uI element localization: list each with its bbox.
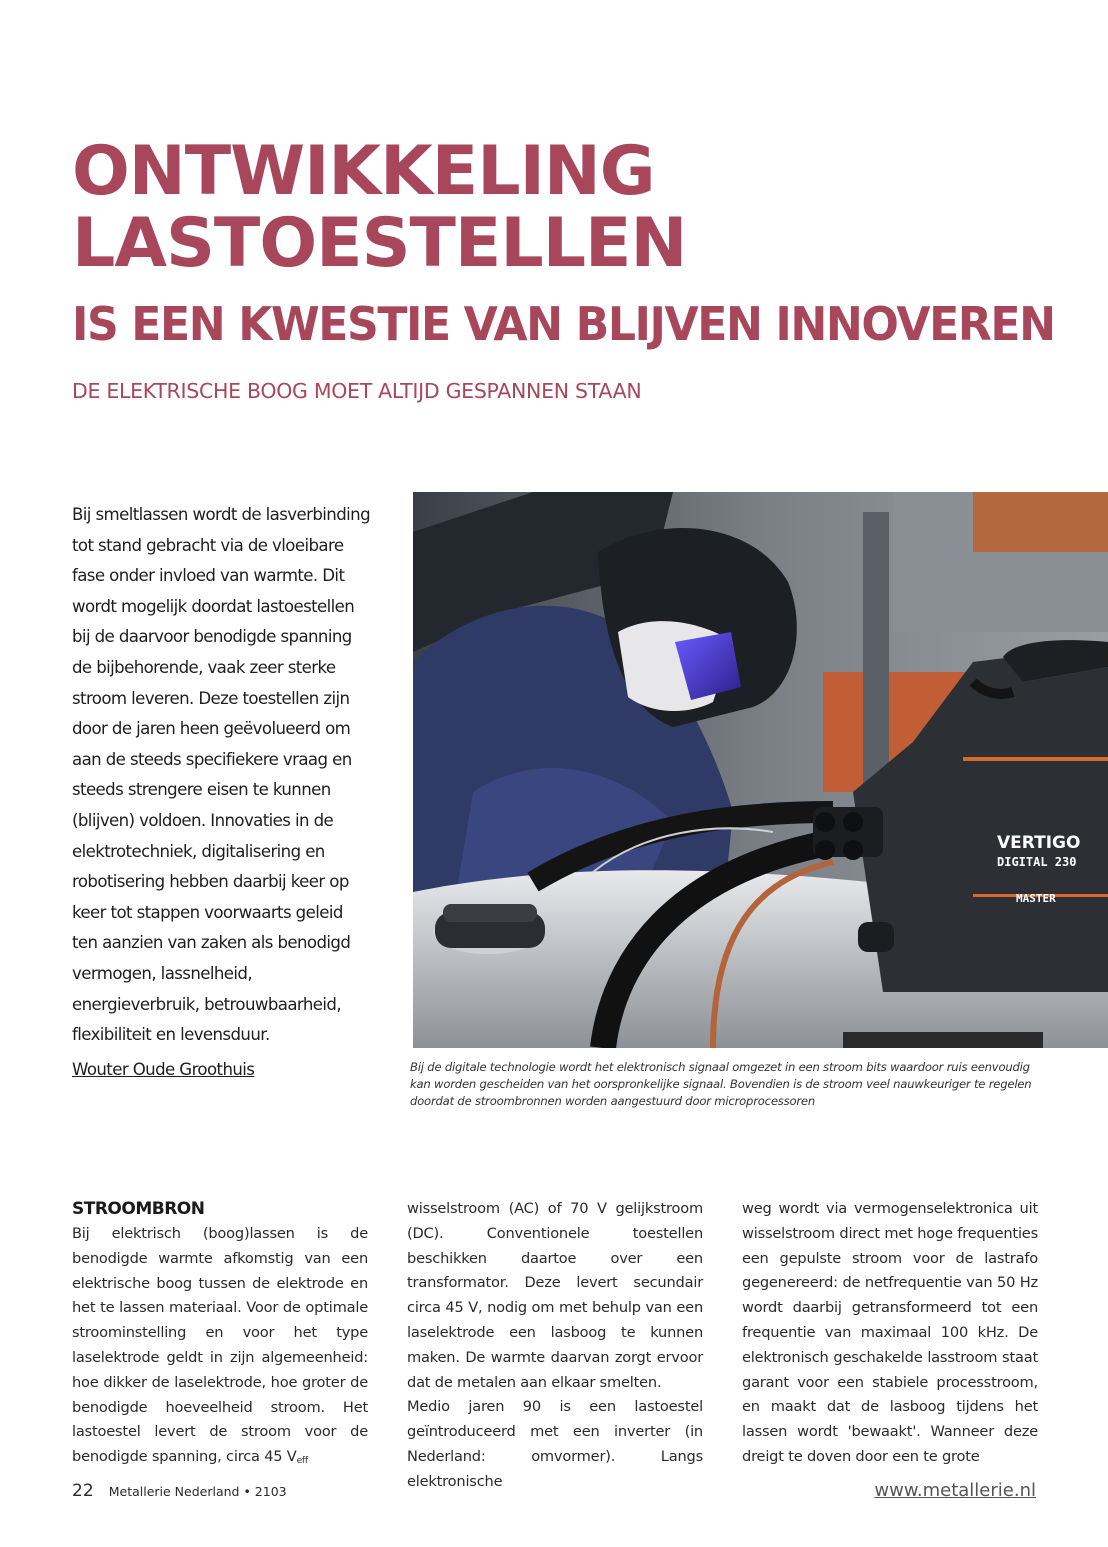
- subscript-eff: eff: [296, 1456, 308, 1467]
- intro-block: [72, 500, 372, 1085]
- welder-photo-illustration: [413, 492, 1108, 1048]
- website-link[interactable]: www.metallerie.nl: [874, 1480, 1036, 1501]
- machine-brand-label: VERTIGO: [997, 833, 1081, 853]
- body-column-2: [407, 1197, 703, 1495]
- author-link[interactable]: Wouter Oude Groothuis: [72, 1059, 255, 1079]
- machine-model-label: DIGITAL 230: [997, 855, 1077, 869]
- photo-caption: Bij de digitale technologie wordt het elektronisch signaal omgezet in een stroom bits waardoor ruis eenvoudig kan worden gescheiden van het oorspronkelijke signaal. Bovendien is de stroom veel nauwkeuriger te regelen doordat de stroombronnen worden aangestuurd door microprocessoren: [410, 1060, 1032, 1108]
- article-title-line1: ONTWIKKELING: [72, 132, 655, 211]
- page-footer-left: [72, 1481, 287, 1501]
- welder-photo: [413, 492, 1108, 1048]
- article-title: [72, 132, 1072, 283]
- article-subtitle: IS EEN KWESTIE VAN BLIJVEN INNOVEREN: [72, 297, 1055, 351]
- intro-text: Bij smeltlassen wordt de lasverbinding tot stand gebracht via de vloeibare fase onder invloed van warmte. Dit wordt mogelijk doordat lastoestellen bij de daarvoor benodigde spanning de bijbehorende, vaak zeer sterke stroom leveren. Deze toestellen zijn door de jaren heen geëvolueerd om aan de steeds specifiekere vraag en steeds strengere eisen te kunnen (blijven) voldoen. Innovaties in de elektrotechniek, digitalisering en robotisering hebben daarbij keer op keer tot stappen voorwaarts geleid ten aanzien van zaken als benodigd vermogen, lassnelheid, energieverbruik, betrouwbaarheid, flexibiliteit en levensduur.: [72, 505, 370, 1045]
- body-column-1: [72, 1197, 368, 1474]
- body-paragraph: Medio jaren 90 is een lastoestel geïntroduceerd met een inverter (in Nederland: omvormer). Langs elektronische: [407, 1398, 703, 1490]
- body-paragraph: Bij elektrisch (boog)lassen is de benodigde warmte afkomstig van een elektrische boog tussen de elektrode en het te lassen materiaal. Voor de optimale stroominstelling en voor het type laselektrode geldt in zijn algemeenheid: hoe dikker de laselektrode, hoe groter de benodigde hoeveelheid stroom. Het lastoestel levert de stroom voor de benodigde spanning, circa 45 $V_{eff}$: [72, 1225, 368, 1467]
- page-number: 22: [72, 1481, 94, 1501]
- article-title-line2: LASTOESTELLEN: [72, 204, 687, 283]
- body-paragraph: weg wordt via vermogenselektronica uit wisselstroom direct met hoge frequenties een gepulste stroom voor de lastrafo gegenereerd: de netfrequentie van 50 Hz wordt daarbij getransformeerd tot een frequentie van maximaal 100 kHz. De elektronisch geschakelde lasstroom staat garant voor een stabiele processtroom, en maakt dat de lasboog tijdens het lassen wordt 'bewaakt'. Wanneer deze dreigt te doven door een te grote: [742, 1200, 1038, 1465]
- article-kicker: DE ELEKTRISCHE BOOG MOET ALTIJD GESPANNEN STAAN: [72, 379, 642, 403]
- publication-name: Metallerie Nederland • 2103: [108, 1484, 287, 1499]
- body-column-3: [742, 1197, 1038, 1470]
- body-paragraph: wisselstroom (AC) of 70 V gelijkstroom (DC). Conventionele toestellen beschikken daartoe over een transformator. Deze levert secundair circa 45 V, nodig om met behulp van een laselektrode een lasboog te kunnen maken. De warmte daarvan zorgt ervoor dat de metalen aan elkaar smelten.: [407, 1200, 703, 1391]
- section-heading: STROOMBRON: [72, 1199, 205, 1219]
- machine-badge-label: MASTER: [1016, 892, 1056, 905]
